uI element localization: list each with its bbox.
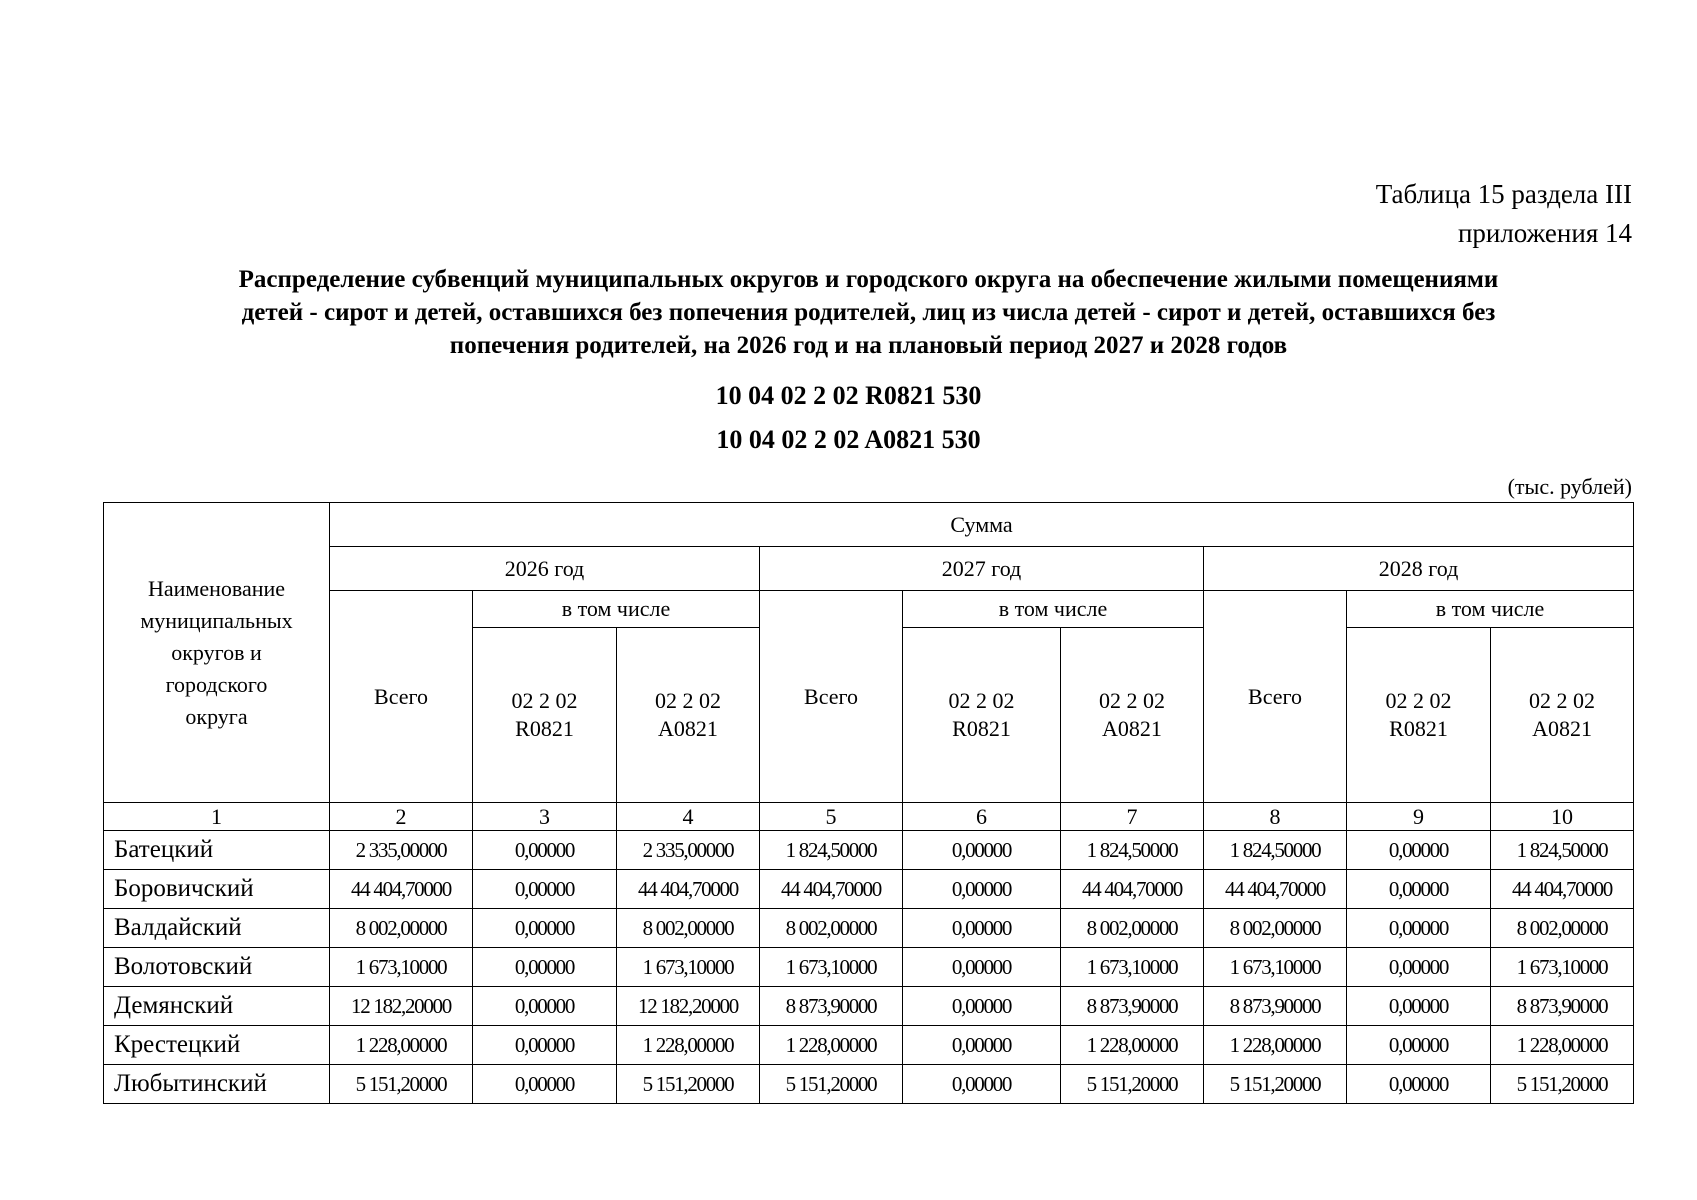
code-line: 02 2 02 [511, 688, 578, 713]
row-name: Боровичский [104, 870, 330, 909]
table-row [104, 948, 1634, 987]
row-name: Любытинский [104, 1065, 330, 1104]
subvention-table [103, 502, 1634, 1104]
code-line: 02 2 02 [1099, 688, 1165, 713]
header-name-line: округов и [171, 639, 262, 665]
code-line: R0821 [952, 716, 1011, 741]
header-total-2028: Всего [1204, 591, 1347, 803]
cell-value: 44 404,70000 [1204, 870, 1347, 909]
header-year-2027: 2027 год [760, 547, 1204, 591]
cell-value: 0,00000 [1347, 831, 1491, 870]
cell-value: 0,00000 [903, 909, 1061, 948]
cell-value: 1 228,00000 [1491, 1026, 1634, 1065]
row-name: Валдайский [104, 909, 330, 948]
title-line-3: попечения родителей, на 2026 год и на плановый период 2027 и 2028 годов [449, 332, 1288, 359]
cell-value: 44 404,70000 [617, 870, 760, 909]
cell-value: 5 151,20000 [1491, 1065, 1634, 1104]
cell-value: 1 824,50000 [1061, 831, 1204, 870]
cell-value: 0,00000 [903, 831, 1061, 870]
code-line: A0821 [1532, 716, 1592, 741]
cell-value: 1 228,00000 [617, 1026, 760, 1065]
header-total-2027: Всего [760, 591, 903, 803]
cell-value: 0,00000 [473, 1065, 617, 1104]
header-name-line: муниципальных [140, 607, 293, 633]
cell-value: 0,00000 [473, 831, 617, 870]
cell-value: 5 151,20000 [617, 1065, 760, 1104]
code-line: R0821 [515, 716, 574, 741]
cell-value: 1 824,50000 [760, 831, 903, 870]
cell-value: 0,00000 [903, 987, 1061, 1026]
cell-value: 44 404,70000 [760, 870, 903, 909]
budget-code-a0821: 10 04 02 2 02 A0821 530 [716, 425, 981, 454]
row-name: Волотовский [104, 948, 330, 987]
cell-value: 8 002,00000 [330, 909, 473, 948]
cell-value: 0,00000 [473, 948, 617, 987]
column-number: 9 [1347, 803, 1491, 831]
header-including-2028: в том числе [1347, 591, 1634, 628]
cell-value: 1 228,00000 [330, 1026, 473, 1065]
cell-value: 0,00000 [903, 948, 1061, 987]
table-row [104, 909, 1634, 948]
cell-value: 1 228,00000 [1061, 1026, 1204, 1065]
column-number: 7 [1061, 803, 1204, 831]
code-line: R0821 [1389, 716, 1448, 741]
table-row [104, 1065, 1634, 1104]
column-number: 6 [903, 803, 1061, 831]
header-sum: Сумма [330, 503, 1634, 547]
code-line: 02 2 02 [948, 688, 1015, 713]
cell-value: 0,00000 [903, 870, 1061, 909]
cell-value: 5 151,20000 [1204, 1065, 1347, 1104]
units-label: (тыс. рублей) [1507, 474, 1632, 499]
cell-value: 0,00000 [1347, 948, 1491, 987]
cell-value: 8 002,00000 [617, 909, 760, 948]
cell-value: 0,00000 [1347, 1065, 1491, 1104]
cell-value: 0,00000 [473, 987, 617, 1026]
cell-value: 8 873,90000 [760, 987, 903, 1026]
table-row [104, 870, 1634, 909]
header-including-2026: в том числе [473, 591, 760, 628]
cell-value: 8 873,90000 [1061, 987, 1204, 1026]
header-code-r0821-2027 [903, 628, 1061, 803]
cell-value: 1 673,10000 [617, 948, 760, 987]
cell-value: 0,00000 [1347, 987, 1491, 1026]
header-code-r0821-2028 [1347, 628, 1491, 803]
cell-value: 1 824,50000 [1204, 831, 1347, 870]
appendix-ref-line: приложения 14 [1457, 218, 1632, 248]
cell-value: 1 228,00000 [760, 1026, 903, 1065]
header-name-line: округа [185, 703, 248, 729]
cell-value: 8 002,00000 [1061, 909, 1204, 948]
header-including-2027: в том числе [903, 591, 1204, 628]
cell-value: 0,00000 [1347, 1026, 1491, 1065]
header-year-2026: 2026 год [330, 547, 760, 591]
cell-value: 44 404,70000 [1491, 870, 1634, 909]
cell-value: 2 335,00000 [330, 831, 473, 870]
cell-value: 12 182,20000 [330, 987, 473, 1026]
header-code-a0821-2028 [1491, 628, 1634, 803]
cell-value: 8 002,00000 [760, 909, 903, 948]
code-line: 02 2 02 [1385, 688, 1452, 713]
column-number: 10 [1491, 803, 1634, 831]
cell-value: 8 002,00000 [1204, 909, 1347, 948]
table-row [104, 987, 1634, 1026]
cell-value: 0,00000 [473, 909, 617, 948]
code-line: A0821 [1102, 716, 1162, 741]
cell-value: 0,00000 [903, 1026, 1061, 1065]
column-number: 2 [330, 803, 473, 831]
cell-value: 1 673,10000 [1204, 948, 1347, 987]
table-reference [1376, 175, 1632, 253]
code-line: 02 2 02 [1529, 688, 1595, 713]
cell-value: 5 151,20000 [330, 1065, 473, 1104]
cell-value: 1 673,10000 [760, 948, 903, 987]
cell-value: 1 673,10000 [330, 948, 473, 987]
cell-value: 12 182,20000 [617, 987, 760, 1026]
header-name-line: городского [165, 671, 268, 697]
cell-value: 0,00000 [473, 870, 617, 909]
code-line: 02 2 02 [655, 688, 721, 713]
row-name: Демянский [104, 987, 330, 1026]
table-row [104, 1026, 1634, 1065]
header-year-2028: 2028 год [1204, 547, 1634, 591]
cell-value: 8 002,00000 [1491, 909, 1634, 948]
cell-value: 1 673,10000 [1491, 948, 1634, 987]
header-code-a0821-2027 [1061, 628, 1204, 803]
cell-value: 1 824,50000 [1491, 831, 1634, 870]
column-number: 4 [617, 803, 760, 831]
column-number: 3 [473, 803, 617, 831]
cell-value: 44 404,70000 [330, 870, 473, 909]
header-code-a0821-2026 [617, 628, 760, 803]
row-name: Батецкий [104, 831, 330, 870]
cell-value: 5 151,20000 [760, 1065, 903, 1104]
table-ref-line: Таблица 15 раздела III [1375, 179, 1632, 209]
cell-value: 5 151,20000 [1061, 1065, 1204, 1104]
document-title [120, 263, 1617, 362]
cell-value: 8 873,90000 [1491, 987, 1634, 1026]
column-number: 8 [1204, 803, 1347, 831]
cell-value: 0,00000 [473, 1026, 617, 1065]
cell-value: 0,00000 [903, 1065, 1061, 1104]
cell-value: 0,00000 [1347, 909, 1491, 948]
cell-value: 0,00000 [1347, 870, 1491, 909]
column-number: 5 [760, 803, 903, 831]
header-name-line: Наименование [147, 575, 286, 601]
title-line-1: Распределение субвенций муниципальных округов и городского округа на обеспечение жилыми помещениями [238, 266, 1499, 293]
row-name: Крестецкий [104, 1026, 330, 1065]
column-number-row [104, 803, 1634, 831]
header-code-r0821-2026 [473, 628, 617, 803]
cell-value: 8 873,90000 [1204, 987, 1347, 1026]
code-line: A0821 [658, 716, 718, 741]
cell-value: 2 335,00000 [617, 831, 760, 870]
title-line-2: детей - сирот и детей, оставшихся без попечения родителей, лиц из числа детей - сирот и детей, оставшихся без [241, 299, 1496, 326]
column-number: 1 [104, 803, 330, 831]
budget-code-r0821: 10 04 02 2 02 R0821 530 [715, 381, 982, 410]
cell-value: 44 404,70000 [1061, 870, 1204, 909]
cell-value: 1 228,00000 [1204, 1026, 1347, 1065]
header-name-cell [104, 503, 330, 803]
cell-value: 1 673,10000 [1061, 948, 1204, 987]
table-row [104, 831, 1634, 870]
header-total-2026: Всего [330, 591, 473, 803]
